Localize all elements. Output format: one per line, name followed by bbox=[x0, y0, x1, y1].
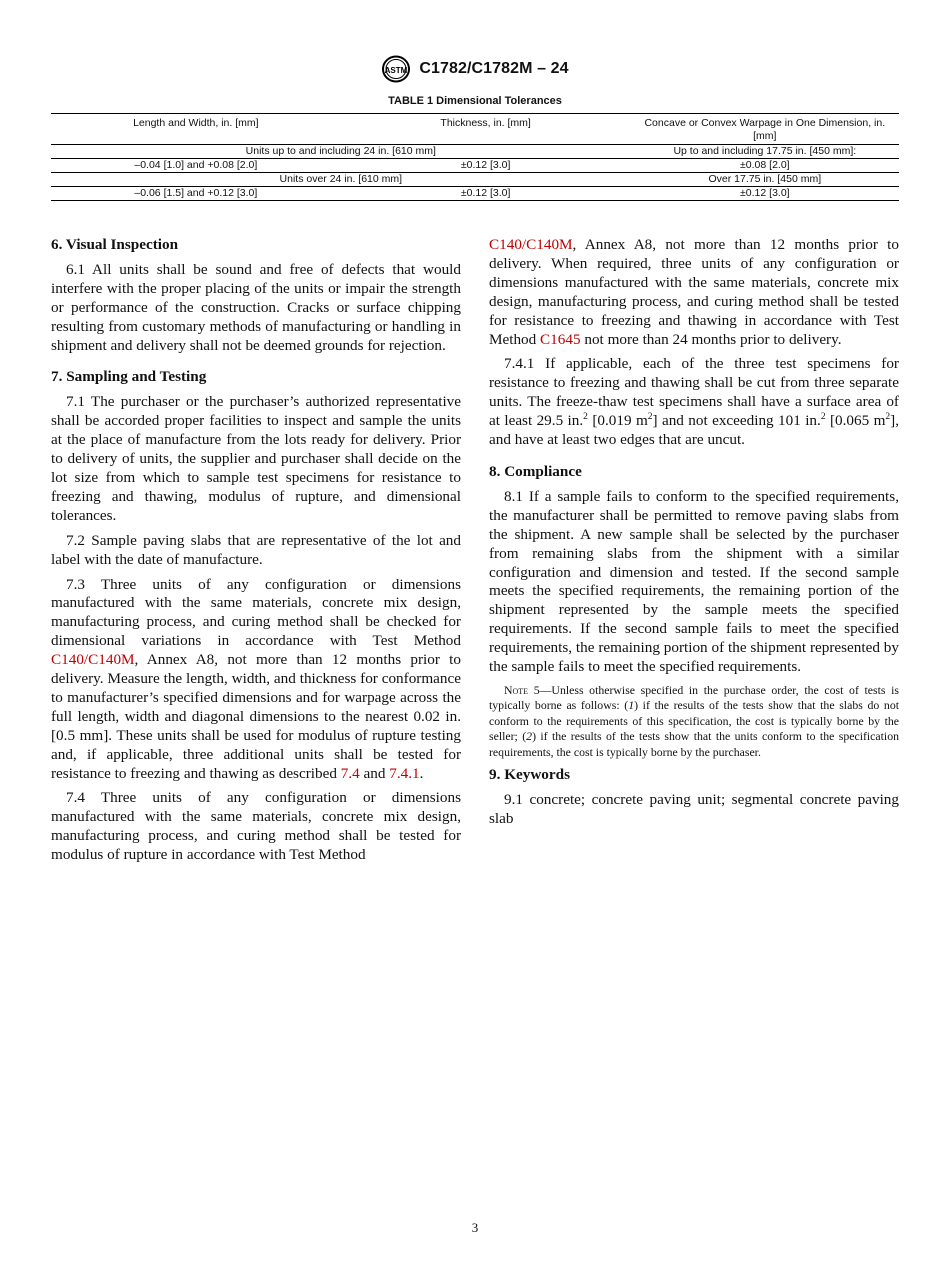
table-caption: TABLE 1 Dimensional Tolerances bbox=[388, 95, 562, 107]
cell-warpage: ±0.08 [2.0] bbox=[740, 159, 790, 171]
group-label-warpage-over: Over 17.75 in. [450 mm] bbox=[708, 173, 822, 185]
standard-designation: C1782/C1782M – 24 bbox=[419, 60, 569, 77]
paragraph-9-1: 9.1 concrete; concrete paving unit; segmental concrete paving slab bbox=[489, 790, 899, 827]
link-section-7-4[interactable]: 7.4 bbox=[340, 764, 360, 782]
cell-thickness: ±0.12 [3.0] bbox=[460, 187, 511, 199]
group-label-warpage-up-to: Up to and including 17.75 in. [450 mm]: bbox=[673, 145, 857, 157]
dimensional-tolerances-table bbox=[51, 113, 899, 201]
paragraph-7-2: 7.2 Sample paving slabs that are representative of the lot and label with the date of manufacture. bbox=[51, 531, 461, 568]
link-c140[interactable]: C140/C140M bbox=[489, 236, 573, 253]
section-8-heading: 8. Compliance bbox=[489, 462, 582, 480]
right-column bbox=[489, 236, 899, 835]
paragraph-7-3: 7.3 Three units of any configuration or dimensions manufactured with the same materials, concrete mix design, manufacturing process, and curing method shall be checked for dimensional variations in accordance with Test Method C140/C140M, Annex A8, not more than 12 months prior to delivery. Measure the length, width, and thickness for conformance to manufacturer’s specified dimensions and for warpage across the full length, width and diagonal dimensions to the nearest 0.02 in. [0.5 mm]. These units shall be used for modulus of rupture testing and, if applicable, three additional units shall be tested for resistance to freezing and thawing as described 7.4 and 7.4.1. bbox=[51, 575, 461, 782]
left-column bbox=[51, 236, 461, 871]
link-section-7-4-1[interactable]: 7.4.1 bbox=[389, 764, 420, 782]
col-header-thickness: Thickness, in. [mm] bbox=[440, 117, 531, 129]
table-row bbox=[51, 159, 899, 173]
note-label: Note 5 bbox=[504, 682, 540, 697]
paragraph-8-1: 8.1 If a sample fails to conform to the specified requirements, the manufacturer shall be permitted to remove paving slabs from the shipment. A new sample shall be selected by the purchaser from remaining slabs from the shipment with a similar configuration and dimension and tested. If the second sample meets the specified requirements, the remaining portion of the shipment represented by the sample meets the specified requirements. If the second sample fails to meet the specified requirements, the remaining portion of the shipment represented by the sample fails to meet the specified requirements. bbox=[489, 487, 899, 676]
cell-thickness: ±0.12 [3.0] bbox=[460, 159, 511, 171]
col-header-length-width: Length and Width, in. [mm] bbox=[133, 117, 259, 129]
paragraph-6-1: 6.1 All units shall be sound and free of defects that would interfere with the proper placing of the units or impair the strength or performance of the construction. Cracks or surface chipping resulting from customary methods of manufacturing or handling in shipment and delivery shall not be deemed grounds for rejection. bbox=[51, 260, 461, 354]
note-5: Note 5—Unless otherwise specified in the purchase order, the cost of tests is typically borne as follows: (1) if the results of the tests show that the slabs do not conform to the requirements of this specification, the cost is typically borne by the seller; (2) if the results of the tests show that the units conform to the specification requirements, the cost is typically borne by the purchaser. bbox=[489, 682, 899, 759]
section-6-heading: 6. Visual Inspection bbox=[51, 236, 179, 253]
col-header-warpage: Concave or Convex Warpage in One Dimension, in. [mm] bbox=[644, 117, 886, 142]
cell-length-width: –0.04 [1.0] and +0.08 [2.0] bbox=[134, 159, 258, 171]
paragraph-7-4: 7.4 Three units of any configuration or dimensions manufactured with the same materials, concrete mix design, manufacturing process, and curing method shall be tested for modulus of rupture in accordance with Test Method bbox=[51, 789, 461, 864]
group-label-units-up-to-24: Units up to and including 24 in. [610 mm] bbox=[245, 145, 436, 157]
page-number: 3 bbox=[471, 1220, 479, 1235]
section-9-heading: 9. Keywords bbox=[489, 765, 570, 783]
section-7-heading: 7. Sampling and Testing bbox=[51, 368, 207, 386]
paragraph-7-4-continued: C140/C140M, Annex A8, not more than 12 months prior to delivery. When required, three units of any configuration or dimensions manufactured with the same materials, concrete mix design, manufacturing process, and curing method shall be tested for resistance to freezing and thawing in accordance with Test Method C1645 not more than 24 months prior to delivery. bbox=[489, 236, 899, 348]
group-label-units-over-24: Units over 24 in. [610 mm] bbox=[279, 173, 403, 185]
link-c140[interactable]: C140/C140M bbox=[51, 651, 135, 669]
paragraph-7-4-1: 7.4.1 If applicable, each of the three test specimens for resistance to freezing and thawing shall be cut from three separate units. The freeze-thaw test specimens shall have a surface area of at least 29.5 in.$^2$ [0.019 $m^2$] and not exceeding 101 in.$^2$ [0.065 $m^2$], and have at least two edges that are uncut. bbox=[489, 355, 900, 449]
table-row bbox=[51, 187, 899, 201]
link-c1645[interactable]: C1645 bbox=[540, 330, 581, 348]
table-header-row bbox=[51, 114, 899, 145]
table-group-row bbox=[51, 173, 899, 187]
cell-warpage: ±0.12 [3.0] bbox=[740, 187, 790, 199]
astm-logo-text: ASTM bbox=[384, 66, 408, 75]
cell-length-width: –0.06 [1.5] and +0.12 [3.0] bbox=[134, 187, 258, 199]
astm-logo-icon bbox=[381, 55, 411, 83]
page-header bbox=[0, 54, 950, 84]
paragraph-7-1: 7.1 The purchaser or the purchaser’s authorized representative shall be accorded proper facilities to inspect and sample the units at the place of manufacture from the lots ready for delivery. Prior to delivery of units, the supplier and purchaser shall decide on the lot size from which to sample test specimens for resistance to freezing and thawing, modulus of rupture, and dimensional tolerances. bbox=[51, 393, 461, 524]
table-group-row bbox=[51, 145, 899, 159]
